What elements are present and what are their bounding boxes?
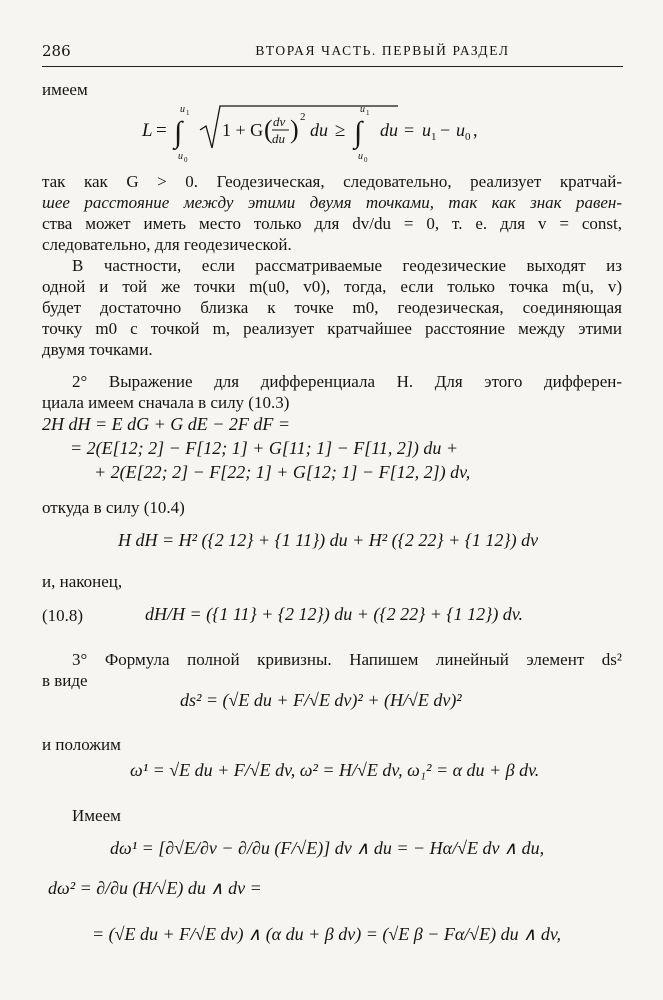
text-line: двумя точками. <box>42 340 153 359</box>
text-line: В частности, если рассматриваемые геодезические выходят из <box>72 256 622 275</box>
svg-text:−: − <box>440 120 451 140</box>
svg-text:dv: dv <box>273 114 286 129</box>
svg-text:1 + G: 1 + G <box>222 120 264 140</box>
text-line: так как G > 0. Геодезическая, следовательно, реализует кратчай- <box>42 172 622 191</box>
text-line: будет достаточно близка к точке m0, геодезическая, соединяющая <box>42 298 622 317</box>
section-heading: 2° Выражение для дифференциала H. Для этого дифферен- <box>72 372 622 391</box>
svg-text:∫: ∫ <box>174 116 183 149</box>
svg-text:u: u <box>358 151 363 162</box>
svg-text:u: u <box>422 120 431 140</box>
svg-text:(: ( <box>264 115 273 144</box>
equation-omega: ω¹ = √E du + F/√E dv, ω² = H/√E dv, ω₁² = α du + β dv. <box>130 760 540 780</box>
svg-text:1: 1 <box>186 109 190 117</box>
text-line: Имеем <box>72 806 121 825</box>
page-header <box>42 42 623 67</box>
svg-text:0: 0 <box>364 156 368 164</box>
svg-text:=: = <box>156 120 167 141</box>
text-line: в виде <box>42 671 88 690</box>
equation-2HdH: 2H dH = E dG + G dE − 2F dF = <box>42 414 291 434</box>
text-line: шее расстояние между этими двумя точками, так как знак равен- <box>42 193 622 212</box>
equation-dH-over-H: dH/H = ({1 11} + {2 12}) du + ({2 22} + {1 12}) dv. <box>145 604 523 624</box>
svg-text:du: du <box>380 120 398 140</box>
page-number: 286 <box>42 42 71 60</box>
text-line: циала имеем сначала в силу (10.3) <box>42 393 290 412</box>
svg-text:u: u <box>456 120 465 140</box>
svg-text:u: u <box>178 151 183 162</box>
equation-2HdH-line3: + 2(E[22; 2] − F[22; 1] + G[12; 1] − F[12, 2]) dv, <box>94 462 471 482</box>
svg-text:L: L <box>142 120 153 141</box>
text-line: точку m0 с точкой m, реализует кратчайшее расстояние между этими <box>42 319 622 338</box>
text-line: имеем <box>42 80 88 99</box>
svg-text:du: du <box>272 131 285 146</box>
svg-text:2: 2 <box>300 111 306 123</box>
svg-text:≥: ≥ <box>335 120 346 141</box>
equation-arc-length <box>140 102 540 164</box>
svg-text:∫: ∫ <box>354 116 363 149</box>
equation-number: (10.8) <box>42 606 84 625</box>
section-heading: 3° Формула полной кривизны. Напишем линейный элемент ds² <box>72 650 622 669</box>
svg-text:): ) <box>290 115 299 144</box>
equation-domega2-line2: = (√E du + F/√E dv) ∧ (α du + β dv) = (√E β − Fα/√E) du ∧ dv, <box>92 924 561 944</box>
svg-text:u: u <box>180 104 185 115</box>
text-line: откуда в силу (10.4) <box>42 498 185 517</box>
equation-HdH: H dH = H² ({2 12} + {1 11}) du + H² ({2 22} + {1 12}) dv <box>118 530 539 550</box>
equation-ds2: ds² = (√E du + F/√E dv)² + (H/√E dv)² <box>180 690 462 710</box>
svg-text:1: 1 <box>366 109 370 117</box>
svg-text:=: = <box>404 120 415 140</box>
text-line: одной и той же точки m(u0, v0), тогда, если только точка m(u, v) <box>42 277 622 296</box>
text-line: ства может иметь место только для dv/du = 0, т. е. для v = const, <box>42 214 622 233</box>
svg-text:1: 1 <box>431 131 437 143</box>
svg-text:,: , <box>473 120 478 140</box>
equation-domega2: dω² = ∂/∂u (H/√E) du ∧ dv = <box>48 878 262 898</box>
equation-domega1: dω¹ = [∂√E/∂v − ∂/∂u (F/√E)] dv ∧ du = − Hα/√E dv ∧ du, <box>110 838 545 858</box>
svg-text:0: 0 <box>184 156 188 164</box>
text-line: и, наконец, <box>42 572 123 591</box>
svg-text:du: du <box>310 120 328 140</box>
text-line: и положим <box>42 735 121 754</box>
svg-text:u: u <box>360 104 365 115</box>
equation-2HdH-line2: = 2(E[12; 2] − F[12; 1] + G[11; 1] − F[11, 2]) du + <box>70 438 459 458</box>
running-head: ВТОРАЯ ЧАСТЬ. ПЕРВЫЙ РАЗДЕЛ <box>255 43 510 58</box>
svg-text:0: 0 <box>465 131 471 143</box>
text-line: следовательно, для геодезической. <box>42 235 292 254</box>
